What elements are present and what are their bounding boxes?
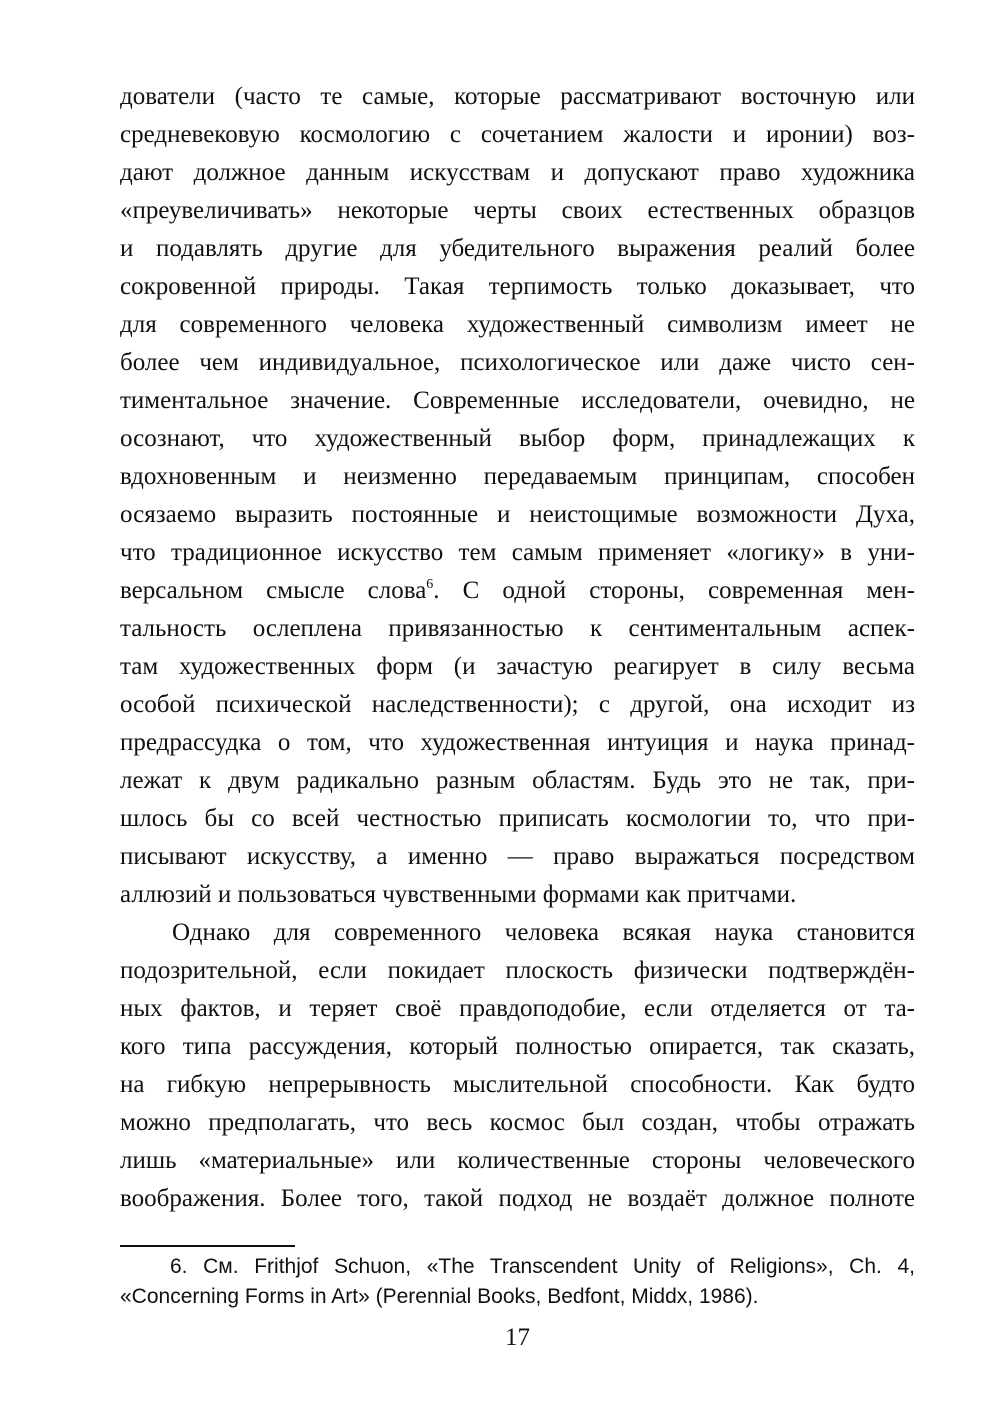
paragraph-1 (120, 78, 915, 914)
text-line: Однако для современного человека всякая наука становится (172, 919, 915, 946)
text-segment: версальном смысле слова (120, 577, 427, 604)
text-line: тиментальное значение. Современные исследователи, очевидно, не (120, 387, 915, 414)
footnote (120, 1252, 915, 1312)
text-line: сокровенной природы. Такая терпимость только доказывает, что (120, 273, 915, 300)
text-line: шлось бы со всей честностью приписать космологии то, что при- (120, 805, 915, 832)
text-line: особой психической наследственности); с другой, она исходит из (120, 691, 915, 718)
text-line: средневековую космологию с сочетанием жалости и иронии) воз- (120, 121, 915, 148)
text-line: можно предполагать, что весь космос был создан, чтобы отражать (120, 1109, 915, 1136)
text-line: подозрительной, если покидает плоскость физически подтверждён- (120, 957, 915, 984)
text-line: писывают искусству, а именно — право выражаться посредством (120, 843, 915, 870)
text-line: аллюзий и пользоваться чувственными формами как притчами. (120, 881, 797, 908)
footnote-divider (120, 1245, 295, 1247)
text-line: воображения. Более того, такой подход не воздаёт должное полноте (120, 1185, 915, 1212)
footnote-line: «Concerning Forms in Art» (Perennial Books, Bedfont, Middx, 1986). (120, 1285, 759, 1308)
book-page (120, 0, 915, 1418)
text-line-with-footnote-ref (120, 572, 915, 610)
text-line: тальность ослеплена привязанностью к сентиментальным аспек- (120, 615, 915, 642)
text-line: «преувеличивать» некоторые черты своих естественных образцов (120, 197, 915, 224)
text-line: лишь «материальные» или количественные стороны человеческого (120, 1147, 915, 1174)
text-line: дователи (часто те самые, которые рассматривают восточную или (120, 83, 915, 110)
text-line: осознают, что художественный выбор форм, принадлежащих к (120, 425, 915, 452)
paragraph-2 (120, 914, 915, 1218)
text-line: предрассудка о том, что художественная интуиция и наука принад- (120, 729, 915, 756)
text-line: кого типа рассуждения, который полностью опирается, так сказать, (120, 1033, 915, 1060)
text-line: вдохновенным и неизменно передаваемым принципам, способен (120, 463, 915, 490)
text-line: осязаемо выразить постоянные и неистощимые возможности Духа, (120, 501, 915, 528)
text-line: ных фактов, и теряет своё правдоподобие, если отделяется от та- (120, 995, 915, 1022)
text-line: для современного человека художественный символизм имеет не (120, 311, 915, 338)
page-number: 17 (505, 1324, 530, 1351)
text-line: более чем индивидуальное, психологическое или даже чисто сен- (120, 349, 915, 376)
footnote-reference[interactable]: 6 (426, 577, 434, 592)
text-line: и подавлять другие для убедительного выражения реалий более (120, 235, 915, 262)
footnote-line: 6. См. Frithjof Schuon, «The Transcendent Unity of Religions», Ch. 4, (170, 1255, 915, 1278)
text-line: на гибкую непрерывность мыслительной способности. Как будто (120, 1071, 915, 1098)
text-segment: . С одной стороны, современная мен- (433, 577, 915, 604)
text-line: там художественных форм (и зачастую реагирует в силу весьма (120, 653, 915, 680)
text-line: лежат к двум радикально разным областям. Будь это не так, при- (120, 767, 915, 794)
text-line: дают должное данным искусствам и допускают право художника (120, 159, 915, 186)
text-line: что традиционное искусство тем самым применяет «логику» в уни- (120, 539, 915, 566)
